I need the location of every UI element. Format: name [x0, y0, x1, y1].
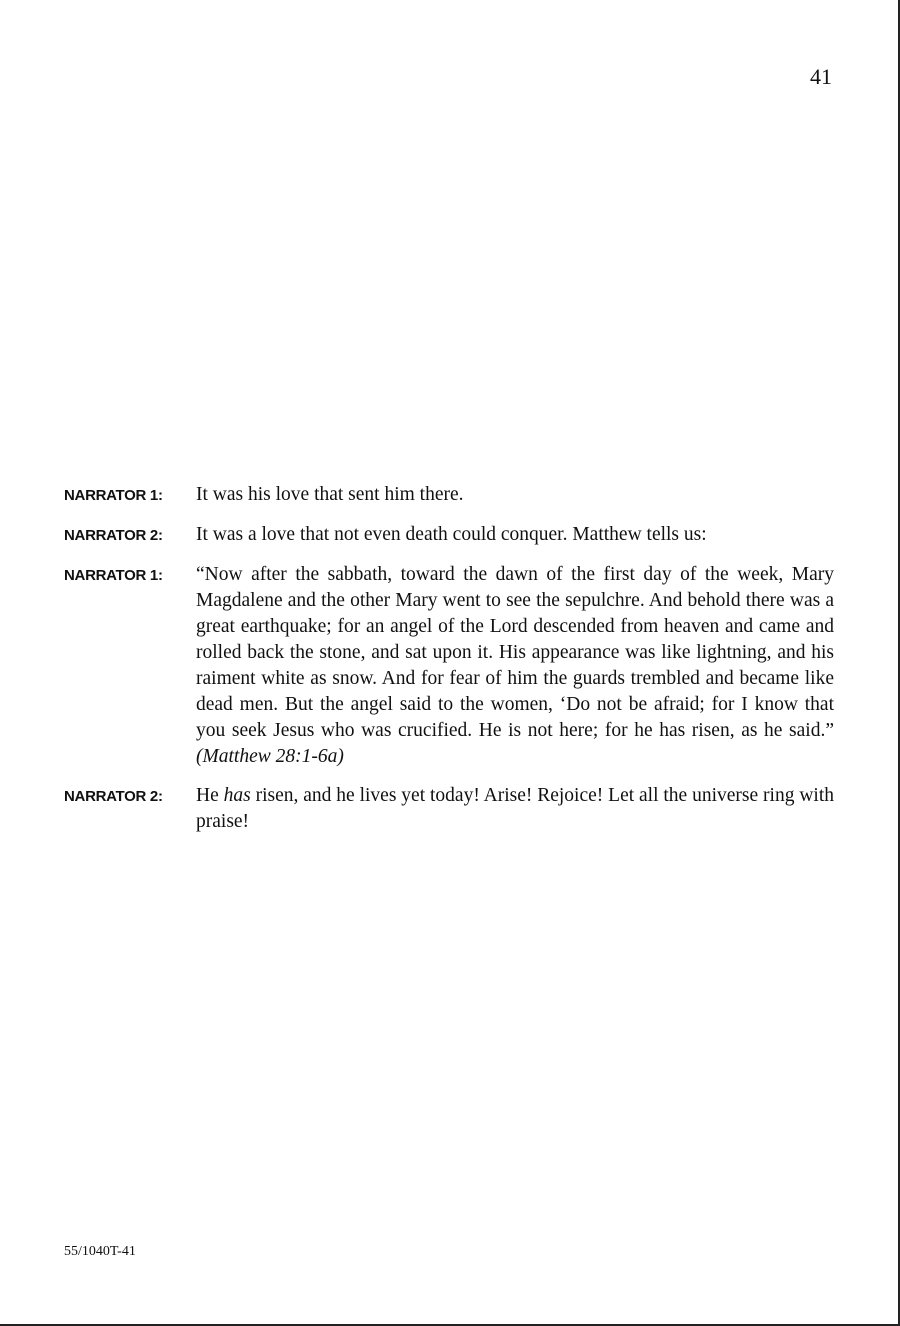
script-line: [64, 522, 834, 549]
dialogue-text: [196, 783, 834, 835]
script-line: [64, 783, 834, 835]
text-segment: risen, and he lives yet today! Arise! Rejoice! Let all the universe ring with praise!: [196, 785, 834, 832]
script-line: [64, 562, 834, 770]
text-segment: He: [196, 785, 224, 806]
scripture-quote: “Now after the sabbath, toward the dawn of the first day of the week, Mary Magdalene and the other Mary went to see the sepulchre. And behold there was a great earthquake; for an angel of the Lord descended from heaven and came and rolled back the stone, and sat upon it. His appearance was like lightning, and his raiment white as snow. And for fear of him the guards trembled and became like dead men. But the angel said to the women, ‘Do not be afraid; for I know that you seek Jesus who was crucified. He is not here; for he has risen, as he said.”: [196, 564, 834, 741]
dialogue-text: It was a love that not even death could conquer. Matthew tells us:: [196, 524, 707, 545]
dialogue-text: [196, 562, 834, 770]
scripture-citation: (Matthew 28:1-6a): [196, 746, 344, 767]
speaker-label: NARRATOR 1:: [64, 487, 163, 504]
script-line: [64, 482, 834, 509]
script-body: [64, 482, 834, 848]
page-number: 41: [810, 64, 832, 89]
speaker-label: NARRATOR 2:: [64, 527, 163, 544]
dialogue-text: It was his love that sent him there.: [196, 484, 464, 505]
speaker-label: NARRATOR 2:: [64, 788, 163, 805]
footer-code: 55/1040T-41: [64, 1244, 136, 1259]
speaker-label: NARRATOR 1:: [64, 567, 163, 584]
emphasis-word: has: [223, 785, 251, 806]
